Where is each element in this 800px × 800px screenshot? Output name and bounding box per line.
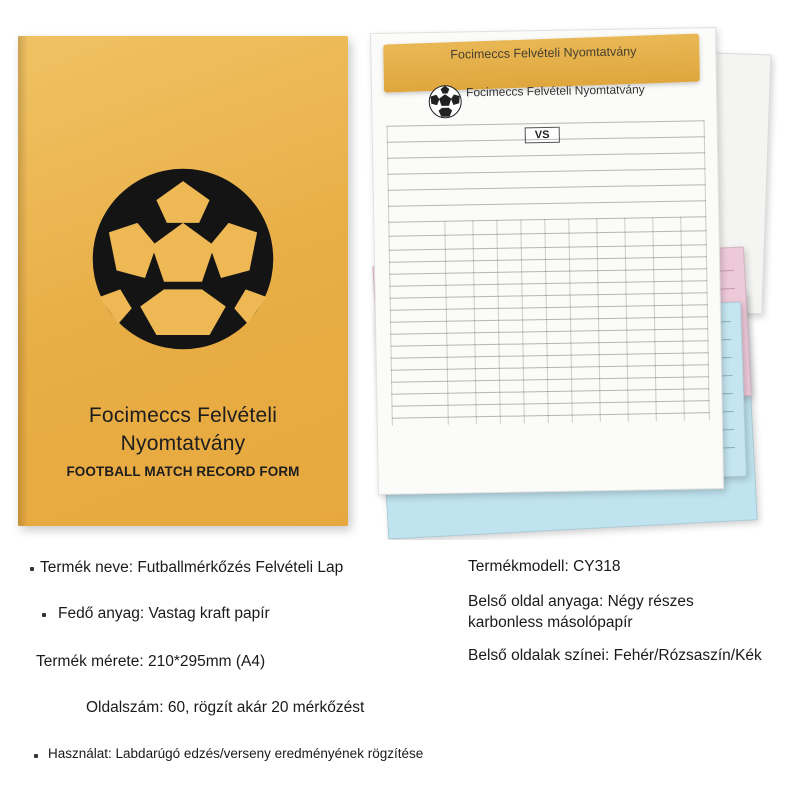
- spec-model: Termékmodell: CY318: [468, 558, 621, 575]
- spec-inner-material: Belső oldal anyaga: Négy részes karbonless másolópapír: [468, 593, 694, 631]
- form-top-sheet: [370, 27, 724, 495]
- bullet-marker: [30, 567, 34, 571]
- form-soccer-ball-icon: [428, 84, 463, 119]
- spec-inner-colors: Belső oldalak színei: Fehér/Rózsaszín/Kék: [468, 647, 762, 664]
- form-header-title: Focimeccs Felvételi Nyomtatvány: [450, 44, 637, 62]
- product-specs: [0, 540, 800, 800]
- spec-cover-material: Fedő anyag: Vastag kraft papír: [58, 605, 270, 622]
- spec-pages: Oldalszám: 60, rögzít akár 20 mérkőzést: [86, 699, 365, 716]
- vs-label: VS: [525, 127, 560, 144]
- spec-product-name: Termék neve: Futballmérkőzés Felvételi Lap: [40, 559, 344, 576]
- cover-subtitle: FOOTBALL MATCH RECORD FORM: [66, 464, 300, 479]
- soccer-ball-icon: [88, 164, 278, 354]
- spec-size: Termék mérete: 210*295mm (A4): [36, 653, 266, 670]
- bullet-marker: [34, 754, 38, 758]
- form-inner-title: Focimeccs Felvételi Nyomtatvány: [465, 82, 645, 100]
- form-grid: [387, 120, 710, 426]
- cover-title: Focimeccs Felvételi Nyomtatvány: [88, 404, 278, 456]
- bullet-marker: [42, 613, 46, 617]
- spec-usage: Használat: Labdarúgó edzés/verseny eredményének rögzítése: [48, 746, 424, 761]
- form-stack: [362, 8, 792, 532]
- booklet-cover: [18, 36, 348, 526]
